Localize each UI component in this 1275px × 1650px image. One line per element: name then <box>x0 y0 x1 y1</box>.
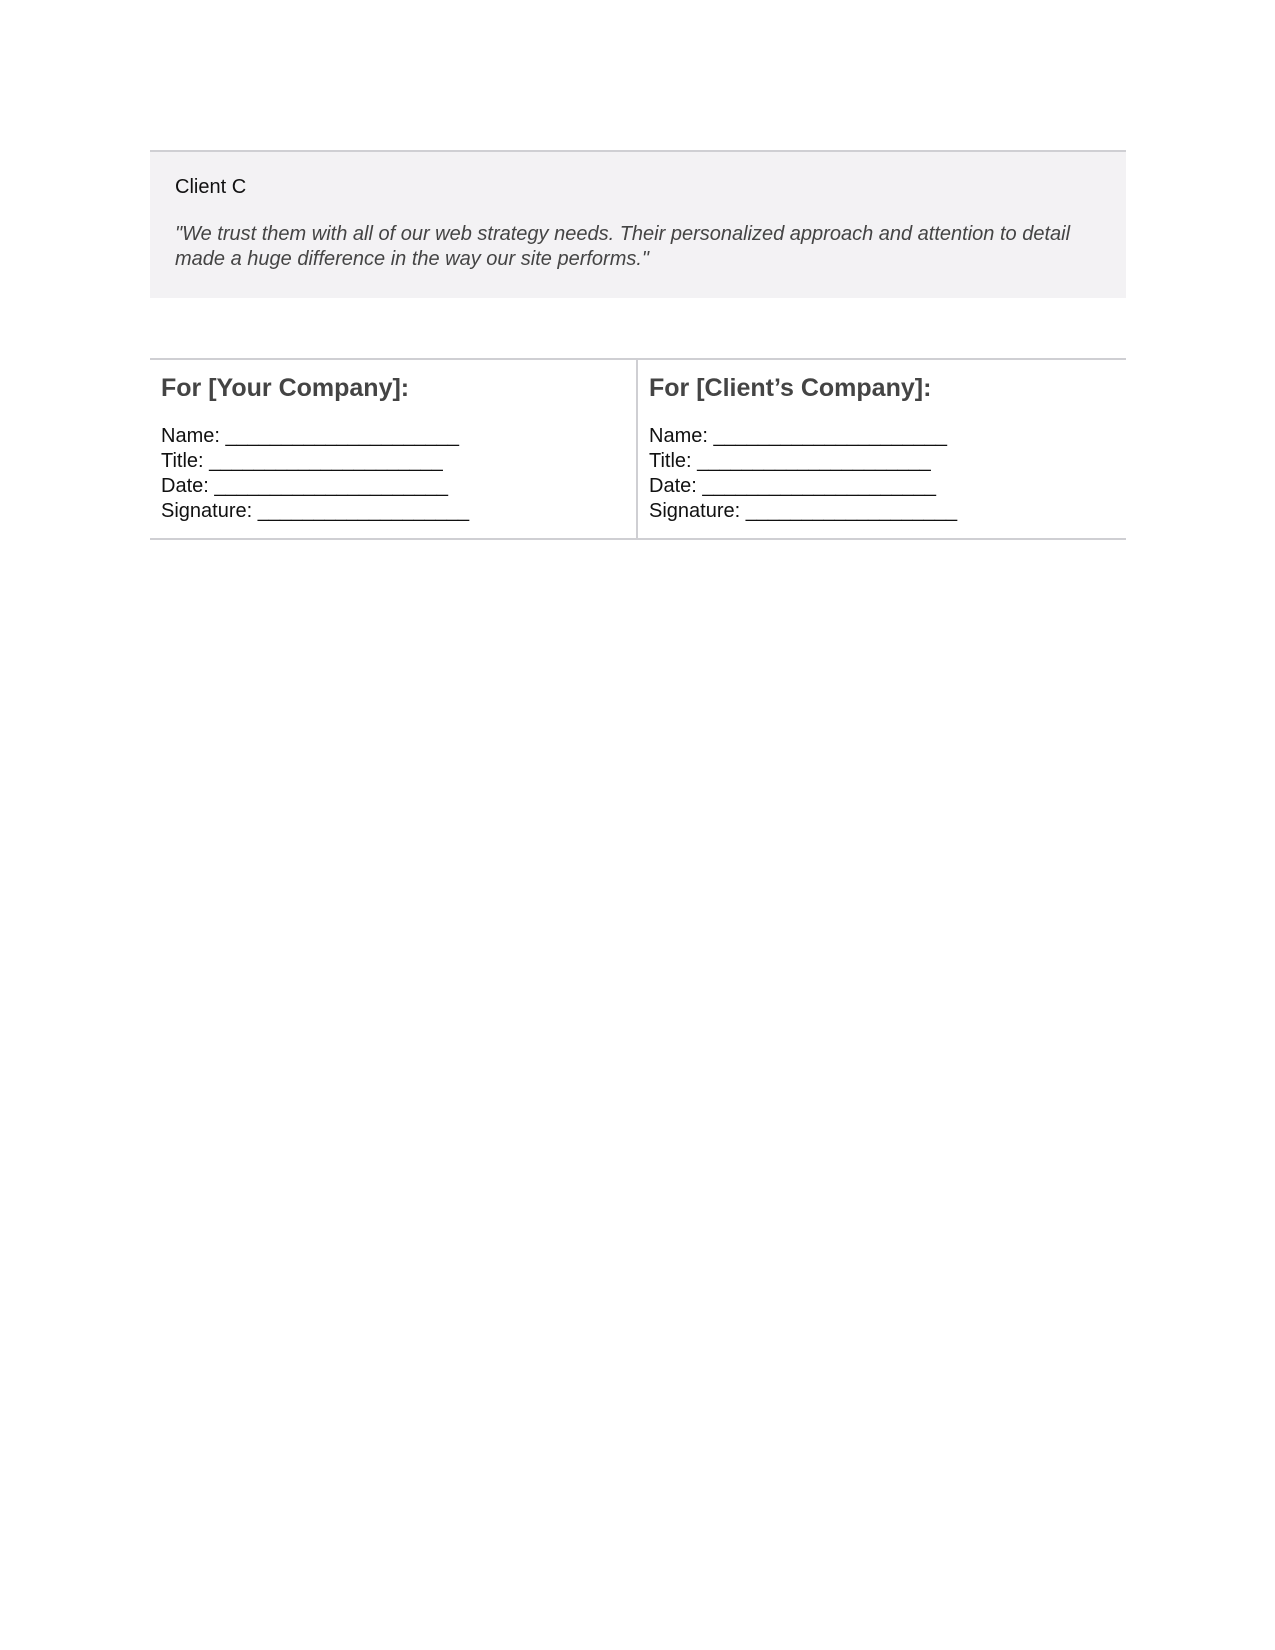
signature-table <box>150 358 1126 540</box>
signature-heading: For [Your Company]: <box>161 374 410 402</box>
date-line: Date: _____________________ <box>161 475 448 497</box>
signature-line: Signature: ___________________ <box>649 500 958 522</box>
client-name: Client C <box>175 176 247 198</box>
signature-heading: For [Client’s Company]: <box>649 374 932 402</box>
name-line: Name: _____________________ <box>649 425 948 447</box>
name-line: Name: _____________________ <box>161 425 460 447</box>
title-line: Title: _____________________ <box>161 450 443 472</box>
signature-line: Signature: ___________________ <box>161 500 470 522</box>
title-line: Title: _____________________ <box>649 450 931 472</box>
date-line: Date: _____________________ <box>649 475 936 497</box>
signature-column-your-company <box>150 360 638 538</box>
testimonial-quote: "We trust them with all of our web strategy needs. Their personalized approach and attention to detail made a huge difference in the way our site performs." <box>175 223 1071 270</box>
testimonial-box <box>150 150 1126 298</box>
signature-column-client-company <box>638 360 1126 538</box>
